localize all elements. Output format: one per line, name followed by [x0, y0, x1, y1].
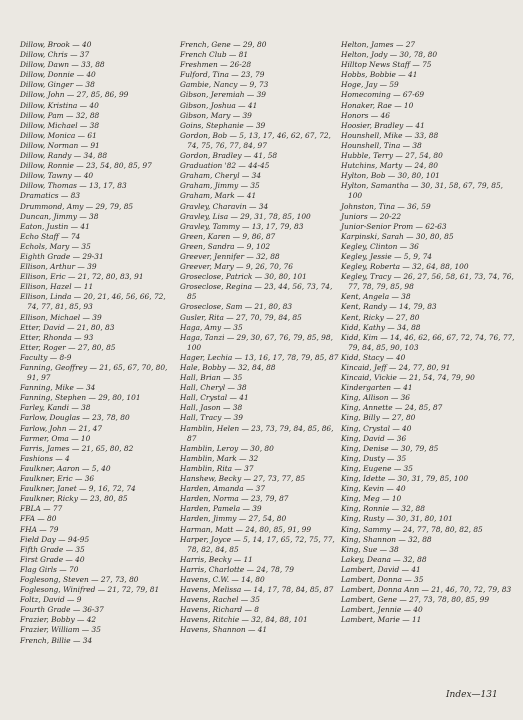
index-entry: Hall, Cheryl — 38	[180, 383, 247, 393]
index-entry: King, Idette — 30, 31, 79, 85, 100	[341, 474, 469, 484]
index-entry: First Grade — 40	[20, 554, 85, 564]
index-entry: Hutchins, Marty — 24, 80	[341, 161, 438, 171]
index-entry: Harden, Pamela — 39	[180, 504, 262, 514]
index-entry: Kidd, Kim — 14, 46, 62, 66, 67, 72, 74, 76, 77, 79, 84, 85, 90, 103	[341, 332, 515, 352]
index-entry: Dillow, Thomas — 13, 17, 83	[20, 181, 127, 191]
index-entry: Kincaid, Jeff — 24, 77, 80, 91	[341, 363, 451, 372]
index-entry: Farris, James — 21, 65, 80, 82	[20, 443, 134, 453]
index-entry: Ellison, Hazel — 11	[20, 282, 94, 292]
index-entry: Graham, Jimmy — 35	[180, 181, 260, 191]
index-entry: Kent, Randy — 14, 79, 83	[341, 302, 437, 312]
index-entry: Gravley, Charavin — 34	[180, 201, 269, 211]
index-entry: French Club — 81	[180, 50, 249, 60]
index-entry: Dillow, Chris — 37	[20, 50, 90, 60]
index-entry: Hoosier, Bradley — 41	[341, 120, 425, 130]
index-entry: Greever, Mary — 9, 26, 70, 76	[180, 262, 293, 272]
index-entry: Dillow, Kristina — 40	[20, 100, 99, 110]
index-entry: Junior-Senior Prom — 62-63	[341, 221, 447, 231]
index-entry: Lambert, Jennie — 40	[341, 605, 423, 615]
index-entry: Harper, Joyce — 5, 14, 17, 65, 72, 75, 77, 78, 82, 84, 85	[180, 534, 335, 554]
index-entry: Ellison, Michael — 39	[20, 312, 102, 322]
index-entry: Dillow, Ronnie — 23, 54, 80, 85, 97	[20, 161, 152, 171]
index-entry: Faulkner, Eric — 36	[20, 474, 95, 484]
index-entry: Faulkner, Janet — 9, 16, 72, 74	[20, 484, 136, 494]
index-entry: Dillow, Donnie — 40	[20, 70, 96, 80]
index-entry: Ellison, Arthur — 39	[20, 262, 97, 272]
index-entry: King, Crystal — 40	[341, 423, 412, 433]
index-entry: Foglesong, Winifred — 21, 72, 79, 81	[20, 585, 160, 595]
index-entry: Havens, C.W. — 14, 80	[180, 574, 265, 584]
index-entry: Hager, Lechia — 13, 16, 17, 78, 79, 85, 87	[180, 352, 339, 362]
index-entry: Etter, Rhonda — 93	[20, 332, 94, 342]
index-column-1	[20, 40, 178, 646]
index-entry: Hall, Tracy — 39	[180, 413, 243, 423]
index-entry: Harris, Becky — 11	[180, 554, 253, 564]
index-entry: Gusler, Rita — 27, 70, 79, 84, 85	[180, 312, 302, 322]
index-entry: FFA — 80	[20, 514, 57, 524]
index-entry: Fulford, Tina — 23, 79	[180, 70, 265, 80]
index-entry: Fifth Grade — 35	[20, 544, 85, 554]
index-entry: Kent, Angela — 38	[341, 292, 411, 302]
index-entry: Kegley, Clinton — 36	[341, 241, 419, 251]
index-entry: Eaton, Justin — 41	[20, 221, 90, 231]
index-entry: Faulkner, Ricky — 23, 80, 85	[20, 494, 128, 504]
index-entry: Greever, Jennifer — 32, 88	[180, 251, 280, 261]
index-entry: Flag Girls — 70	[20, 564, 79, 574]
index-entry: King, David — 36	[341, 433, 407, 443]
index-entry: Harris, Charlotte — 24, 78, 79	[180, 564, 294, 574]
index-entry: Fanning, Stephen — 29, 80, 101	[20, 393, 141, 403]
index-entry: King, Ronnie — 32, 88	[341, 504, 425, 514]
index-entry: Gibson, Joshua — 41	[180, 100, 258, 110]
index-entry: Drummond, Amy — 29, 79, 85	[20, 201, 134, 211]
index-entry: Dillow, Michael — 38	[20, 120, 100, 130]
index-entry: Lambert, Gene — 27, 73, 78, 80, 85, 99	[341, 595, 490, 605]
index-entry: Havens, Ritchie — 32, 84, 88, 101	[180, 615, 308, 625]
index-entry: Helton, Jody — 30, 78, 80	[341, 50, 438, 60]
index-entry: FHA — 79	[20, 524, 59, 534]
index-entry: Groseclose, Regina — 23, 44, 56, 73, 74, 85	[180, 282, 333, 302]
index-entry: Karpinski, Sarah — 30, 80, 85	[341, 231, 454, 241]
index-column-2	[180, 40, 340, 636]
index-entry: Hall, Brian — 35	[180, 373, 243, 383]
index-entry: Dillow, Ginger — 38	[20, 80, 95, 90]
index-entry: Kincaid, Vickie — 21, 54, 74, 79, 90	[341, 373, 475, 383]
index-entry: Fashions — 4	[20, 453, 70, 463]
index-entry: Kidd, Kathy — 34, 88	[341, 322, 421, 332]
index-entry: King, Meg — 10	[341, 494, 402, 504]
index-entry: Havens, Shannon — 41	[180, 625, 268, 635]
index-entry: Groseclose, Patrick — 30, 80, 101	[180, 272, 307, 282]
index-entry: French, Gene — 29, 80	[180, 40, 267, 49]
index-entry: Helton, James — 27	[341, 40, 416, 49]
index-entry: Dramatics — 83	[20, 191, 81, 201]
index-entry: FBLA — 77	[20, 504, 63, 514]
index-entry: French, Billie — 34	[20, 635, 93, 645]
index-entry: Fanning, Geoffrey — 21, 65, 67, 70, 80, 91, 97	[20, 363, 168, 383]
index-entry: Havens, Melissa — 14, 17, 78, 84, 85, 87	[180, 585, 334, 595]
index-entry: Dillow, Norman — 91	[20, 140, 100, 150]
index-entry: Hall, Jason — 38	[180, 403, 243, 413]
index-entry: King, Allison — 36	[341, 393, 410, 403]
index-entry: Farlow, Douglas — 23, 78, 80	[20, 413, 130, 423]
index-entry: Etter, David — 21, 80, 83	[20, 322, 115, 332]
index-column-3	[341, 40, 519, 625]
index-entry: Hubble, Terry — 27, 54, 80	[341, 151, 443, 161]
index-entry: Dillow, Randy — 34, 88	[20, 151, 108, 161]
index-entry: Harden, Amanda — 37	[180, 484, 266, 494]
index-entry: Farley, Kandi — 38	[20, 403, 91, 413]
index-entry: Freshmen — 26-28	[180, 60, 252, 70]
index-entry: Hobbs, Bobbie — 41	[341, 70, 418, 80]
index-entry: Green, Karen — 9, 86, 87	[180, 231, 276, 241]
index-entry: Kindergarten — 41	[341, 383, 413, 393]
index-entry: Harden, Jimmy — 27, 54, 80	[180, 514, 287, 524]
index-entry: Dillow, Tawny — 40	[20, 171, 94, 181]
index-entry: King, Rusty — 30, 31, 80, 101	[341, 514, 453, 524]
index-entry: Hounshell, Tina — 38	[341, 140, 422, 150]
index-entry: Hamblin, Helen — 23, 73, 79, 84, 85, 86, 87	[180, 423, 334, 443]
index-entry: Groseclose, Sam — 21, 80, 83	[180, 302, 293, 312]
index-entry: Hall, Crystal — 41	[180, 393, 249, 403]
index-entry: King, Kevin — 40	[341, 484, 406, 494]
index-entry: Kegley, Roberta — 32, 64, 88, 100	[341, 262, 469, 272]
index-entry: Lambert, Donna — 35	[341, 574, 424, 584]
index-entry: Honors — 46	[341, 110, 390, 120]
index-entry: King, Dusty — 35	[341, 453, 407, 463]
index-entry: Hoge, Jay — 59	[341, 80, 399, 90]
index-entry: Dillow, Brook — 40	[20, 40, 92, 49]
index-entry: Dillow, Monica — 61	[20, 130, 97, 140]
index-entry: Gibson, Jeremiah — 39	[180, 90, 266, 100]
index-entry: Harden, Norma — 23, 79, 87	[180, 494, 289, 504]
index-entry: King, Eugene — 35	[341, 463, 413, 473]
index-entry: Homecoming — 67-69	[341, 90, 425, 100]
index-entry: Foglesong, Steven — 27, 73, 80	[20, 574, 139, 584]
index-entry: Faulkner, Aaron — 5, 40	[20, 463, 111, 473]
index-entry: King, Denise — 30, 79, 85	[341, 443, 439, 453]
index-entry: Lambert, David — 41	[341, 564, 421, 574]
index-entry: Haga, Amy — 35	[180, 322, 243, 332]
index-entry: Hamblin, Mark — 32	[180, 453, 259, 463]
index-entry: Faculty — 8-9	[20, 352, 72, 362]
index-entry: Dillow, Pam — 32, 88	[20, 110, 100, 120]
index-entry: Echols, Mary — 35	[20, 241, 91, 251]
index-entry: King, Shannon — 32, 88	[341, 534, 432, 544]
index-entry: Dillow, Dawn — 33, 88	[20, 60, 105, 70]
index-entry: Ellison, Linda — 20, 21, 46, 56, 66, 72, 74, 77, 81, 85, 93	[20, 292, 166, 312]
index-entry: Frazier, William — 35	[20, 625, 101, 635]
index-entry: Gravley, Lisa — 29, 31, 78, 85, 100	[180, 211, 311, 221]
index-entry: Lakey, Deana — 32, 88	[341, 554, 427, 564]
index-entry: Gibson, Mary — 39	[180, 110, 252, 120]
index-entry: Kegley, Tracy — 26, 27, 56, 58, 61, 73, 74, 76, 77, 78, 79, 85, 98	[341, 272, 514, 292]
index-entry: Gambie, Nancy — 9, 73	[180, 80, 269, 90]
index-entry: Gordon, Bradley — 41, 58	[180, 151, 278, 161]
index-entry: Echo Staff — 74	[20, 231, 81, 241]
index-entry: Green, Sandra — 9, 102	[180, 241, 271, 251]
index-entry: Kegley, Jessie — 5, 9, 74	[341, 251, 433, 261]
index-entry: Dillow, John — 27, 85, 86, 99	[20, 90, 129, 100]
index-entry: Frazier, Bobby — 42	[20, 615, 97, 625]
index-entry: Kidd, Stacy — 40	[341, 352, 406, 362]
index-entry: Hylton, Samantha — 30, 31, 58, 67, 79, 85, 100	[341, 181, 503, 201]
index-entry: Lambert, Marie — 11	[341, 615, 422, 625]
index-entry: Graham, Mark — 41	[180, 191, 257, 201]
index-entry: Hamblin, Rita — 37	[180, 463, 254, 473]
index-entry: Farmer, Oma — 10	[20, 433, 91, 443]
page-number: Index—131	[446, 690, 498, 700]
index-entry: Duncan, Jimmy — 38	[20, 211, 99, 221]
index-entry: Graduation '82 — 44-45	[180, 161, 270, 171]
index-entry: King, Annette — 24, 85, 87	[341, 403, 443, 413]
index-entry: Juniors — 20-22	[341, 211, 402, 221]
index-entry: Kent, Ricky — 27, 80	[341, 312, 420, 322]
index-entry: Harman, Matt — 24, 80, 85, 91, 99	[180, 524, 312, 534]
index-entry: King, Sammy — 24, 77, 78, 80, 82, 85	[341, 524, 483, 534]
index-entry: Gordon, Bob — 5, 13, 17, 46, 62, 67, 72, 74, 75, 76, 77, 84, 97	[180, 130, 331, 150]
index-entry: Graham, Cheryl — 34	[180, 171, 262, 181]
index-entry: Hilltop News Staff — 75	[341, 60, 432, 70]
index-entry: Hounshell, Mike — 33, 88	[341, 130, 439, 140]
index-entry: Goins, Stephanie — 39	[180, 120, 266, 130]
index-entry: Field Day — 94-95	[20, 534, 90, 544]
index-entry: Honaker, Rae — 10	[341, 100, 414, 110]
index-entry: Fanning, Mike — 34	[20, 383, 96, 393]
index-entry: Foltz, David — 9	[20, 595, 82, 605]
index-entry: Hylton, Bob — 30, 80, 101	[341, 171, 440, 181]
index-entry: King, Sue — 38	[341, 544, 399, 554]
index-entry: Havens, Richard — 8	[180, 605, 259, 615]
index-entry: Gravley, Tammy — 13, 17, 79, 83	[180, 221, 304, 231]
index-entry: Farlow, John — 21, 47	[20, 423, 103, 433]
index-entry: Johnston, Tina — 36, 59	[341, 201, 431, 211]
index-entry: Havens, Rachel — 35	[180, 595, 260, 605]
index-entry: Haga, Tanzi — 29, 30, 67, 76, 79, 85, 98, 100	[180, 332, 333, 352]
index-entry: Fourth Grade — 36-37	[20, 605, 104, 615]
index-entry: Ellison, Eric — 21, 72, 80, 83, 91	[20, 272, 144, 282]
index-entry: Hale, Bobby — 32, 84, 88	[180, 363, 276, 372]
index-entry: Eighth Grade — 29-31	[20, 251, 104, 261]
index-entry: Lambert, Donna Ann — 21, 46, 70, 72, 79, 83	[341, 585, 512, 595]
index-entry: King, Billy — 27, 80	[341, 413, 416, 423]
index-entry: Hamblin, Leroy — 30, 80	[180, 443, 274, 453]
index-entry: Etter, Roger — 27, 80, 85	[20, 342, 116, 352]
index-entry: Hanshew, Becky — 27, 73, 77, 85	[180, 474, 306, 484]
